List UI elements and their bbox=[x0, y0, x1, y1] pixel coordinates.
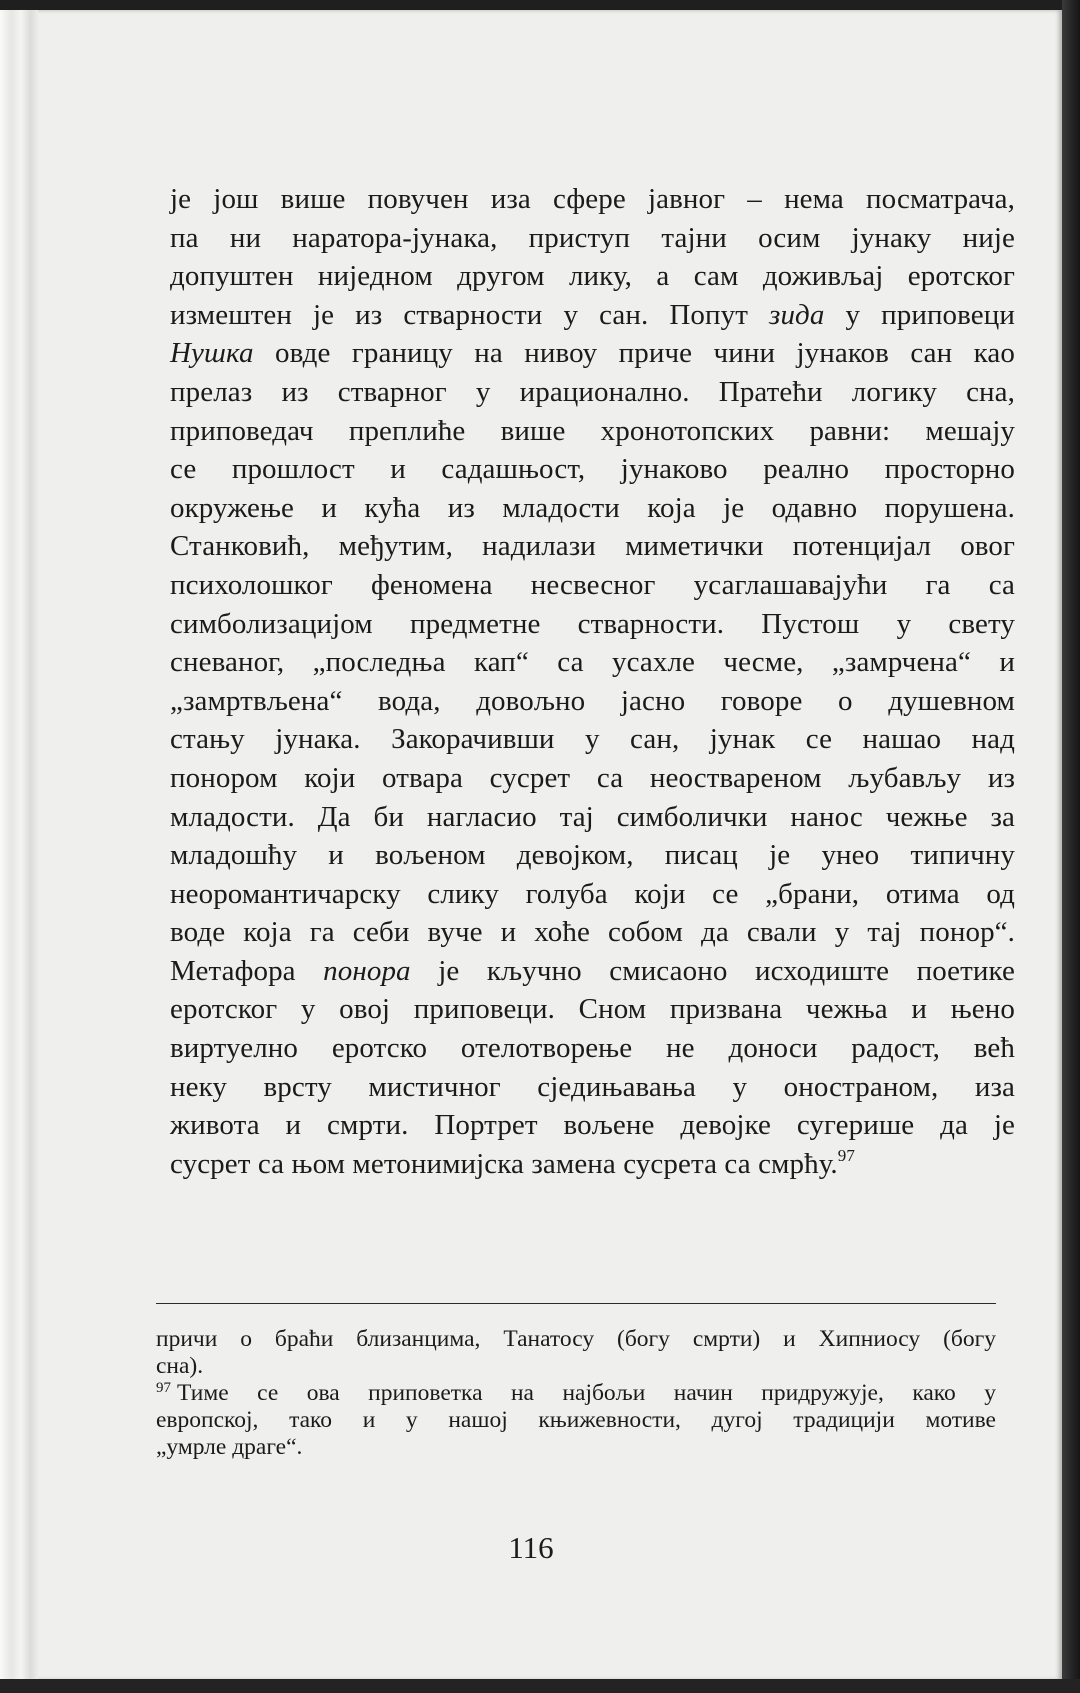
text-line: понором који отвара сусрет са неоствареном љубављу из bbox=[170, 761, 1015, 794]
footnote-divider bbox=[156, 1303, 996, 1304]
text-line: приповедач преплиће више хронотопских равни: мешају bbox=[170, 414, 1015, 447]
text-line: психолошког феномена несвесног усаглашавајући га са bbox=[170, 568, 1015, 601]
body-paragraph bbox=[170, 180, 1015, 1183]
text-run: сусрет са њом метонимијска замена сусрета са смрћу. bbox=[170, 1147, 838, 1180]
text-run: Метафора bbox=[170, 954, 324, 987]
page-leaves-edge bbox=[0, 10, 38, 1680]
text-line: симболизацијом предметне стварности. Пустош у свету bbox=[170, 607, 1015, 640]
text-line: воде која га себи вуче и хоће собом да свали у тај понор“. bbox=[170, 916, 1015, 949]
text-line: је још више повучен иза сфере јавног – нема посматрача, bbox=[170, 183, 1015, 215]
text-line bbox=[170, 1145, 1015, 1184]
scan-bottom-edge bbox=[0, 1679, 1080, 1693]
footnote-line: европској, тако и у нашој књижевности, дугој традицији мотиве bbox=[156, 1407, 996, 1433]
footnote-line: причи о браћи близанцима, Танатосу (богу смрти) и Хипниосу (богу bbox=[156, 1326, 996, 1352]
text-line: Станковић, међутим, надилази миметички потенцијал овог bbox=[170, 530, 1015, 563]
text-line: виртуелно еротско отелотворење не доноси радост, већ bbox=[170, 1032, 1015, 1065]
footnote-line bbox=[156, 1380, 996, 1407]
text-line bbox=[170, 296, 1015, 335]
footnote-line: сна). bbox=[156, 1353, 204, 1379]
italic-term-ponora: понора bbox=[323, 954, 411, 987]
footnote-ref-97[interactable]: 97 bbox=[837, 1145, 855, 1165]
text-line: сневаног, „последња кап“ са усахле чесме, „замрчена“ и bbox=[170, 646, 1015, 679]
text-line: неоромантичарску слику голуба који се „брани, отима од bbox=[170, 877, 1015, 910]
text-run: измештен је из стварности у сан. Попут bbox=[170, 298, 770, 331]
text-line: неку врсту мистичног сједињавања у оностраном, иза bbox=[170, 1070, 1015, 1103]
page-number: 116 bbox=[508, 1530, 554, 1565]
scan-right-edge bbox=[1062, 0, 1080, 1693]
text-line: стању јунака. Закорачивши у сан, јунак се нашао над bbox=[170, 723, 1015, 756]
text-line: прелаз из стварног у ирационално. Пратећи логику сна, bbox=[170, 375, 1015, 408]
text-line: младости. Да би нагласио тај симболички нанос чежње за bbox=[170, 800, 1015, 833]
text-line bbox=[170, 334, 1015, 373]
text-line: окружење и кућа из младости која је одавно порушена. bbox=[170, 491, 1015, 524]
italic-term-zida: зида bbox=[769, 298, 825, 331]
text-line: младошћу и вољеном девојком, писац је унео типичну bbox=[170, 839, 1015, 872]
footnote-line: „умрле драге“. bbox=[156, 1434, 303, 1460]
text-run: овде границу на нивоу приче чини јунаков сан као bbox=[253, 337, 1015, 370]
footnotes-block bbox=[156, 1326, 996, 1461]
text-line: еротског у овој приповеци. Сном призвана чежња и њено bbox=[170, 993, 1015, 1026]
text-line: „замртвљена“ вода, довољно јасно говоре о душевном bbox=[170, 684, 1015, 717]
text-line bbox=[170, 952, 1015, 991]
text-run: је кључно смисаоно исходиште поетике bbox=[410, 954, 1015, 987]
italic-title-nushka: Нушка bbox=[170, 337, 254, 370]
footnote-text: Тиме се ова приповетка на најбољи начин придружује, како у bbox=[177, 1380, 996, 1406]
footnote-number: 97 bbox=[156, 1380, 171, 1396]
text-line: се прошлост и садашњост, јунаково реално просторно bbox=[170, 453, 1015, 486]
text-run: у приповеци bbox=[824, 298, 1015, 331]
text-line: па ни наратора-јунака, приступ тајни осим јунаку није bbox=[170, 221, 1015, 254]
text-line: допуштен ниједном другом лику, а сам доживљај еротског bbox=[170, 260, 1015, 293]
text-line: живота и смрти. Портрет вољене девојке сугерише да је bbox=[170, 1109, 1015, 1142]
